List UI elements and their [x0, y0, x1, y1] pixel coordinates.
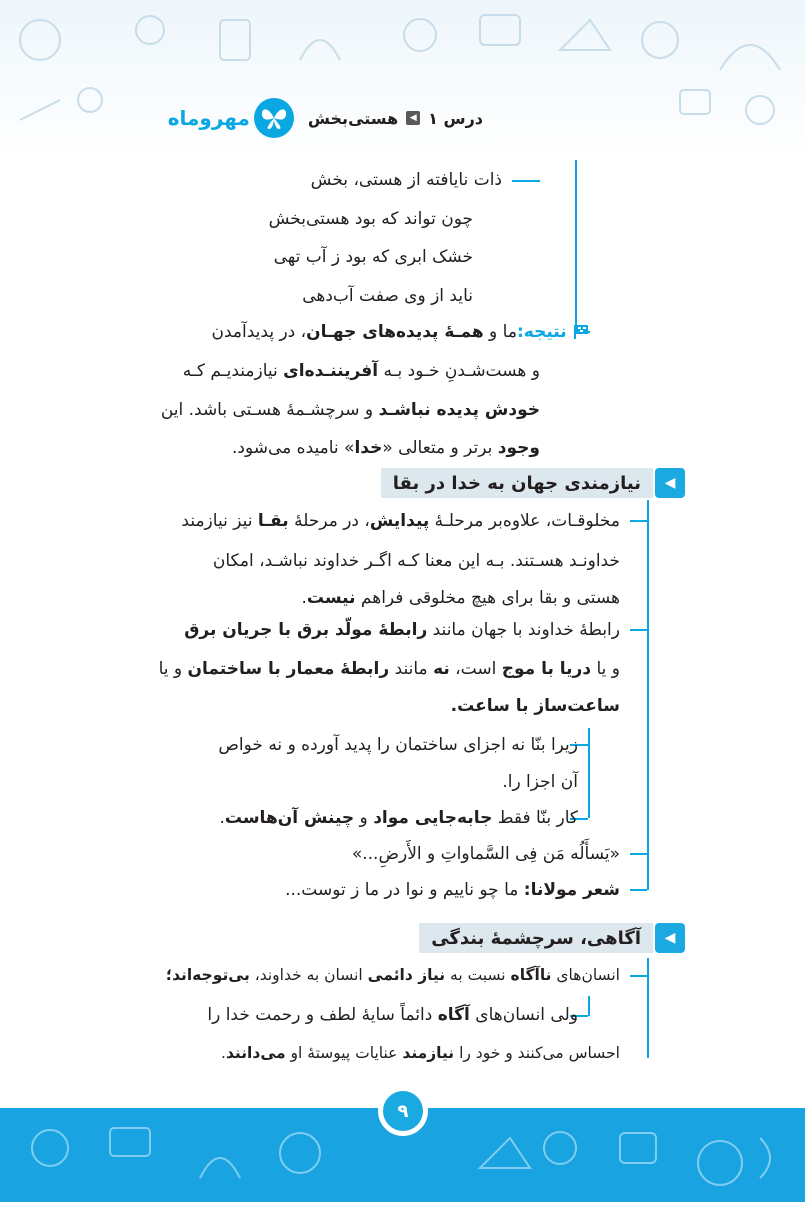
section-heading-2	[419, 922, 685, 954]
poem-line-3: خشک ابری که بود ز آب تهی	[273, 247, 473, 267]
s1-p2-line-3: ساعت‌ساز با ساعت.	[450, 696, 620, 716]
s1-p1-line-1: مخلوقـات، علاوه‌بر مرحلـهٔ پیدایش، در مرحلهٔ بقـا نیز نیازمند	[181, 511, 620, 531]
page-number-badge	[378, 1086, 428, 1136]
breadcrumb-arrow-icon: ◀	[406, 111, 420, 125]
result-line-3: خودش پدیده نباشـد و سرچشـمهٔ هسـتی باشد. این	[160, 400, 540, 420]
s1-sub1-line-1: زیرا بنّا نه اجزای ساختمان را پدید آورده و نه خواص	[218, 735, 578, 755]
brand-name: مهروماه	[167, 106, 250, 130]
lesson-label: درس ۱	[428, 108, 483, 128]
section2-bracket-line	[647, 958, 649, 1058]
brand	[168, 98, 294, 138]
tick	[630, 629, 647, 631]
topic-label: هستی‌بخش	[307, 108, 399, 128]
s2-line-3: احساس می‌کنند و خود را نیازمند عنایات پیوستهٔ او می‌دانند.	[221, 1044, 620, 1062]
result-line-4: وجود برتر و متعالی «خدا» نامیده می‌شود.	[232, 438, 540, 458]
section-title-2: آگاهی، سرچشمهٔ بندگی	[419, 923, 653, 953]
poem-line-1: ذات نایافته از هستی، بخش	[310, 170, 502, 190]
page-header	[168, 98, 483, 138]
result-line-1: نتیجه:ما و همـهٔ پدیده‌های جهـان، در پدیدآمدن	[212, 318, 590, 346]
s1-p1-line-2: خداونـد هسـتند. بـه این معنا کـه اگـر خداوند نباشـد، امکان	[212, 551, 620, 571]
result-line-2: و هست‌شـدنِ خـود بـه آفریننـده‌ای نیازمندیـم کـه	[182, 361, 540, 381]
butterfly-logo-icon	[254, 98, 294, 138]
tick	[630, 853, 647, 855]
checkered-flag-icon	[572, 324, 590, 340]
poem-line-2: چون تواند که بود هستی‌بخش	[268, 209, 473, 229]
page-number: ۹	[383, 1091, 423, 1131]
section-heading-1	[381, 467, 685, 499]
s1-mowlana: شعر مولانا: ما چو ناییم و نوا در ما ز توست...	[285, 880, 620, 900]
section-arrow-icon: ◀	[655, 923, 685, 953]
tick	[630, 520, 647, 522]
s1-p2-line-2: و یا دریا با موج است، نه مانند رابطهٔ معمار با ساختمان و یا	[158, 659, 620, 679]
poem-line-4: ناید از وی صفت آب‌دهی	[302, 286, 473, 306]
s2-line-2: ولی انسان‌های آگاه دائماً سایهٔ لطف و رحمت خدا را	[207, 1005, 578, 1025]
s1-p1-line-3: هستی و بقا برای هیچ مخلوقی فراهم نیست.	[301, 588, 620, 608]
poem-bracket-line	[575, 160, 577, 332]
tick	[630, 889, 647, 891]
section-arrow-icon: ◀	[655, 468, 685, 498]
s1-sub1-line-2: آن اجزا را.	[502, 772, 578, 792]
s1-p2-line-1: رابطهٔ خداوند با جهان مانند رابطهٔ مولّد برق با جریان برق	[184, 620, 620, 640]
s1-quote: «یَسأَلُه مَن فِی السَّماواتِ و الأَرضِ...»	[351, 844, 620, 864]
s2-line-1: انسان‌های ناآگاه نسبت به نیاز دائمی انسان به خداوند، بی‌توجه‌اند؛	[165, 966, 620, 984]
section1-bracket-line	[647, 500, 649, 890]
s1-sub2-line: کار بنّا فقط جابه‌جایی مواد و چینش آن‌هاست.	[219, 808, 578, 828]
sub-bracket-line	[588, 728, 590, 818]
sub-bracket-line	[588, 996, 590, 1016]
result-label: نتیجه:	[516, 322, 567, 342]
tick	[630, 975, 647, 977]
section-title-1: نیازمندی جهان به خدا در بقا	[381, 468, 653, 498]
poem-tick	[512, 180, 540, 182]
